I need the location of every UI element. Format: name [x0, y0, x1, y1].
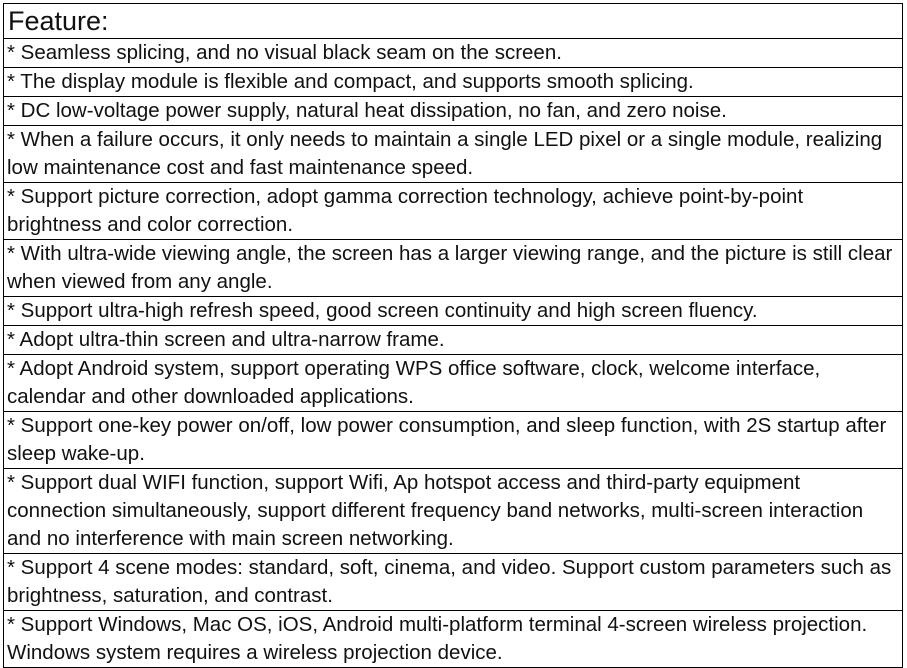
feature-item-refresh-speed: * Support ultra-high refresh speed, good screen continuity and high screen fluency.: [4, 297, 903, 326]
feature-item-scene-modes: * Support 4 scene modes: standard, soft, cinema, and video. Support custom parameters such as brightness, saturation, and contrast.: [4, 554, 903, 611]
table-row: [4, 297, 903, 326]
table-row: [4, 469, 903, 554]
feature-item-dc-power: * DC low-voltage power supply, natural heat dissipation, no fan, and zero noise.: [4, 97, 903, 126]
table-row: [4, 39, 903, 68]
table-row: [4, 183, 903, 240]
feature-item-seamless-splicing: * Seamless splicing, and no visual black seam on the screen.: [4, 39, 903, 68]
feature-item-maintenance: * When a failure occurs, it only needs to maintain a single LED pixel or a single module, realizing low maintenance cost and fast maintenance speed.: [4, 126, 903, 183]
feature-item-android-system: * Adopt Android system, support operating WPS office software, clock, welcome interface, calendar and other downloaded applications.: [4, 355, 903, 412]
feature-item-one-key-power: * Support one-key power on/off, low power consumption, and sleep function, with 2S startup after sleep wake-up.: [4, 412, 903, 469]
feature-item-viewing-angle: * With ultra-wide viewing angle, the screen has a larger viewing range, and the picture is still clear when viewed from any angle.: [4, 240, 903, 297]
table-header-row: [4, 4, 903, 39]
table-row: [4, 68, 903, 97]
feature-item-dual-wifi: * Support dual WIFI function, support Wifi, Ap hotspot access and third-party equipment connection simultaneously, support different frequency band networks, multi-screen interaction and no interference with main screen networking.: [4, 469, 903, 554]
feature-item-flexible-module: * The display module is flexible and compact, and supports smooth splicing.: [4, 68, 903, 97]
table-row: [4, 611, 903, 668]
table-row: [4, 97, 903, 126]
feature-item-picture-correction: * Support picture correction, adopt gamma correction technology, achieve point-by-point brightness and color correction.: [4, 183, 903, 240]
table-row: [4, 240, 903, 297]
feature-title: Feature:: [4, 4, 903, 39]
feature-item-wireless-projection: * Support Windows, Mac OS, iOS, Android multi-platform terminal 4-screen wireless projection. Windows system requires a wireless projection device.: [4, 611, 903, 668]
feature-table: [3, 3, 903, 668]
table-row: [4, 412, 903, 469]
table-row: [4, 554, 903, 611]
table-row: [4, 326, 903, 355]
feature-item-ultra-thin: * Adopt ultra-thin screen and ultra-narrow frame.: [4, 326, 903, 355]
table-row: [4, 355, 903, 412]
table-row: [4, 126, 903, 183]
